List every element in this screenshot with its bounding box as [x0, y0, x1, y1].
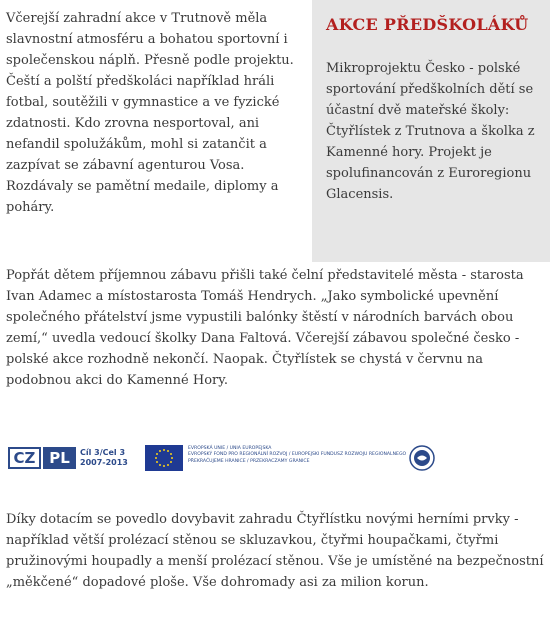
sidebar-text: Mikroprojektu Česko - polské sportování předškolních dětí se účastní dvě mateřské školy: Čtyřlístek z Trutnova a školka z Kamenné hory. Projekt je spolufinancován z Euroregionu Glacensis.: [326, 61, 535, 202]
program-line-2: 2007-2013: [80, 458, 128, 467]
program-name: [80, 448, 128, 468]
article-paragraph-2: Popřát dětem příjemnou zábavu přišli také čelní představitelé města - starosta Ivan Adamec a místostarosta Tomáš Hendrych. „Jako symbolické upevnění společného přátelství jsme vypustili balónky štěstí v národních barvách obou zemí,“ uvedla vedoucí školky Dana Faltová. Včerejší zábavou společné česko - polské akce rozhodně nekončí. Naopak. Čtyřlístek se chystá v červnu na podobnou akci do Kamenné Hory.: [6, 268, 524, 388]
program-line-1: Cíl 3/Cel 3: [80, 448, 126, 457]
sponsor-logo-strip: [8, 444, 428, 474]
article-paragraph-1: Včerejší zahradní akce v Trutnově měla slavnostní atmosféru a bohatou sportovní i společenskou náplň. Přesně podle projektu. Čeští a polští předškoláci například hráli fotbal, soutěžili v gymnastice a ve fyzické zdatnosti. Kdo zrovna nesportoval, ani nefandil spolužákům, mohl si zatančit a zazpívat se zábavní agenturou Vosa. Rozdávaly se pamětní medaile, diplomy a poháry.: [6, 11, 294, 215]
sidebar-box: [312, 0, 550, 262]
sidebar-title: AKCE PŘEDŠKOLÁKŮ: [326, 15, 529, 34]
eu-text-line-2: EVROPSKÝ FOND PRO REGIONÁLNÍ ROZVOJ / EUROPEJSKI FUNDUSZ ROZWOJU REGIONALNEGO: [188, 452, 407, 458]
eu-text-line-3: PŘEKRAČUJEME HRANICE / PRZEKRACZAMY GRANICE: [188, 458, 310, 464]
euroregion-glacensis-icon: [409, 445, 435, 471]
pl-logo: PL: [43, 447, 76, 469]
eu-flag-icon: [145, 445, 183, 471]
cz-logo: CZ: [8, 447, 41, 469]
eu-fund-text: [188, 446, 406, 465]
article-paragraph-3: Díky dotacím se povedlo dovybavit zahradu Čtyřlístku novými herními prvky - například větší prolézací stěnou se skluzavkou, čtyřmi houpačkami, čtyřmi pružinovými houpadly a menší prolézací stěnou. Vše je umístěné na bezpečnostní „měkčené“ dopadové ploše. Vše dohromady asi za milion korun.: [6, 512, 544, 590]
eu-text-line-1: EVROPSKÁ UNIE / UNIA EUROPEJSKA: [188, 446, 272, 451]
